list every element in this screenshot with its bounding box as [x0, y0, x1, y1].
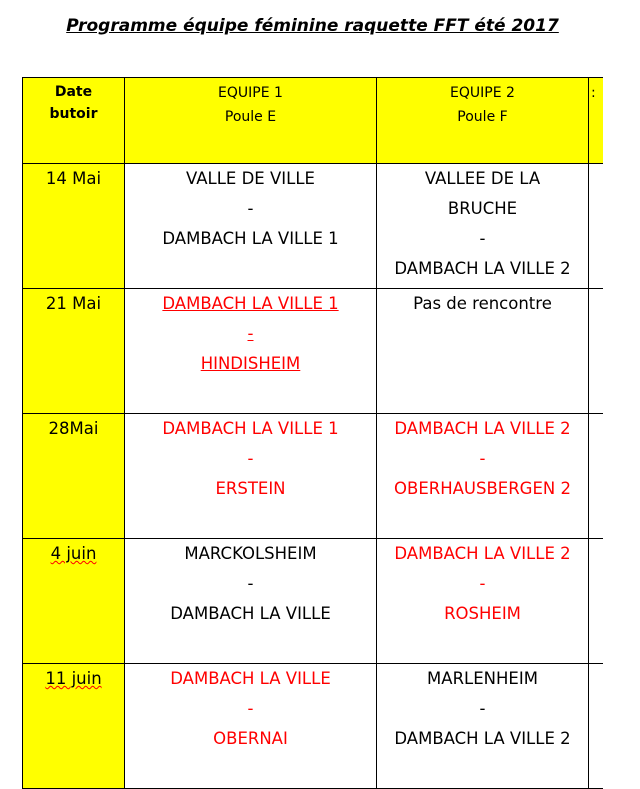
team1-separator: -	[247, 199, 254, 218]
team2-home-line2: BRUCHE	[447, 199, 518, 218]
team1-match-cell	[125, 164, 377, 289]
date-cell: 14 Mai	[23, 164, 125, 289]
team1-away: OBERNAI	[213, 729, 288, 748]
team1-pool: Poule E	[224, 109, 277, 125]
team1-home: DAMBACH LA VILLE	[170, 669, 331, 688]
team2-column-header	[377, 78, 589, 164]
table-row	[23, 414, 603, 539]
date-text: 4 juin	[50, 544, 97, 563]
team1-away: HINDISHEIM	[200, 354, 301, 373]
team2-match-cell	[377, 539, 589, 664]
team1-match-cell	[125, 414, 377, 539]
date-cell: 28Mai	[23, 414, 125, 539]
team2-away: OBERHAUSBERGEN 2	[394, 479, 571, 498]
table-row	[23, 164, 603, 289]
team2-separator: -	[479, 449, 486, 468]
table-row	[23, 289, 603, 414]
team2-away: DAMBACH LA VILLE 2	[394, 729, 571, 748]
date-cell: 21 Mai	[23, 289, 125, 414]
team1-name: EQUIPE 1	[218, 85, 283, 101]
team1-separator: -	[247, 324, 254, 343]
team1-match-cell	[125, 664, 377, 789]
team1-separator: -	[247, 449, 254, 468]
team1-home: DAMBACH LA VILLE 1	[162, 419, 339, 438]
team1-home: DAMBACH LA VILLE 1	[162, 294, 339, 313]
date-header-line2: butoir	[49, 106, 98, 122]
date-header-line1: Date	[54, 84, 93, 100]
extra-cell	[589, 414, 603, 539]
team2-away: ROSHEIM	[444, 604, 521, 623]
team1-match-cell	[125, 539, 377, 664]
team2-separator: -	[479, 699, 486, 718]
table-row	[23, 664, 603, 789]
team2-home: DAMBACH LA VILLE 2	[394, 544, 571, 563]
team1-column-header	[125, 78, 377, 164]
team2-match-cell	[377, 289, 589, 414]
team2-separator: -	[479, 229, 486, 248]
extra-cell	[589, 664, 603, 789]
team2-home: DAMBACH LA VILLE 2	[394, 419, 571, 438]
team2-separator: -	[479, 574, 486, 593]
team1-separator: -	[247, 699, 254, 718]
team2-pool: Poule F	[457, 109, 508, 125]
team2-match-cell	[377, 414, 589, 539]
extra-cell	[589, 539, 603, 664]
table-row	[23, 539, 603, 664]
team1-away: DAMBACH LA VILLE	[170, 604, 331, 623]
team1-home: VALLE DE VILLE	[186, 169, 315, 188]
extra-cell	[589, 164, 603, 289]
date-column-header	[23, 78, 125, 164]
extra-column-header: :	[589, 78, 603, 164]
team2-match-cell	[377, 664, 589, 789]
team2-name: EQUIPE 2	[450, 85, 515, 101]
team1-separator: -	[247, 574, 254, 593]
page-title: Programme équipe féminine raquette FFT été 2017	[66, 16, 559, 36]
team2-home: MARLENHEIM	[427, 669, 538, 688]
team1-away: DAMBACH LA VILLE 1	[162, 229, 339, 248]
team2-home-line1: VALLEE DE LA	[424, 169, 541, 188]
date-cell	[23, 664, 125, 789]
team2-away: DAMBACH LA VILLE 2	[394, 259, 571, 278]
schedule-table	[22, 77, 603, 789]
team1-match-cell	[125, 289, 377, 414]
team1-home: MARCKOLSHEIM	[184, 544, 317, 563]
team1-away: ERSTEIN	[215, 479, 286, 498]
date-cell	[23, 539, 125, 664]
date-text: 11 juin	[45, 669, 102, 688]
team2-match-cell	[377, 164, 589, 289]
table-header-row	[23, 78, 603, 164]
extra-cell	[589, 289, 603, 414]
team2-note: Pas de rencontre	[413, 294, 552, 313]
